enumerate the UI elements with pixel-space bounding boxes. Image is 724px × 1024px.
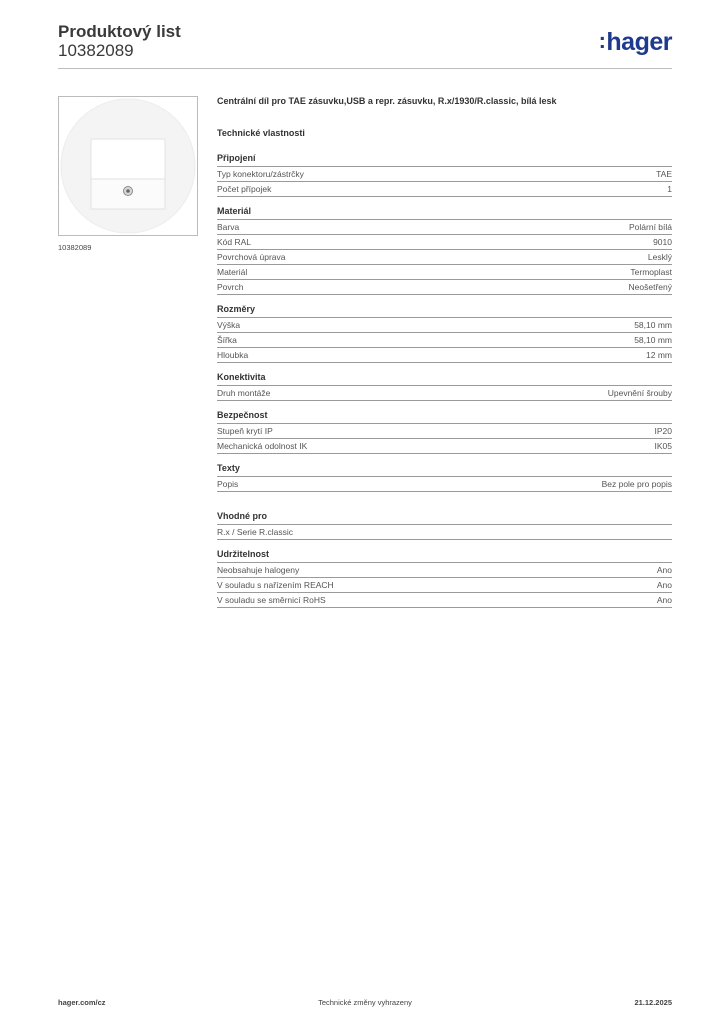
spec-label: V souladu se směrnicí RoHS: [217, 595, 326, 605]
spec-section: [217, 206, 672, 295]
spec-value: Ano: [656, 565, 672, 575]
spec-section: [217, 153, 672, 197]
spec-row: [217, 220, 672, 235]
spec-row: [217, 525, 672, 540]
spec-section: [217, 304, 672, 363]
spec-label: Barva: [217, 222, 240, 232]
spec-label: Stupeň krytí IP: [217, 426, 273, 436]
spec-row: [217, 386, 672, 401]
footer-notice: Technické změny vyhrazeny: [318, 998, 412, 1007]
spec-value: 12 mm: [646, 350, 672, 360]
spec-row: [217, 250, 672, 265]
spec-section: [217, 372, 672, 401]
spec-label: Typ konektoru/zástrčky: [217, 169, 304, 179]
spec-row: [217, 593, 672, 608]
spec-label: Šířka: [217, 335, 237, 345]
spec-label: Druh montáže: [217, 388, 271, 398]
spec-row: [217, 265, 672, 280]
spec-label: Počet přípojek: [217, 184, 272, 194]
product-title: Centrální díl pro TAE zásuvku,USB a repr. zásuvku, R.x/1930/R.classic, bílá lesk: [217, 96, 557, 106]
spec-label: R.x / Serie R.classic: [217, 527, 294, 537]
spec-value: 9010: [653, 237, 672, 247]
spec-label: Materiál: [217, 267, 248, 277]
technical-properties-heading: Technické vlastnosti: [217, 128, 305, 138]
spec-section: [217, 463, 672, 492]
footer-website: hager.com/cz: [58, 998, 106, 1007]
spec-row: [217, 235, 672, 250]
footer-date: 21.12.2025: [634, 998, 672, 1007]
spec-label: Popis: [217, 479, 239, 489]
spec-row: [217, 439, 672, 454]
hager-logo: :hager: [598, 28, 672, 56]
spec-label: Kód RAL: [217, 237, 252, 247]
spec-value: Neošetřený: [628, 282, 672, 292]
spec-row: [217, 182, 672, 197]
spec-value: IP20: [654, 426, 672, 436]
spec-content: [217, 96, 672, 617]
spec-row: [217, 280, 672, 295]
header-divider: [58, 68, 672, 69]
spec-value: Polární bílá: [629, 222, 672, 232]
section-heading: Materiál: [217, 206, 672, 220]
spec-row: [217, 578, 672, 593]
spec-value: 58,10 mm: [634, 335, 672, 345]
spec-row: [217, 477, 672, 492]
spec-label: Výška: [217, 320, 241, 330]
spec-row: [217, 167, 672, 182]
image-caption: 10382089: [58, 243, 92, 252]
spec-label: Povrchová úprava: [217, 252, 286, 262]
spec-value: Lesklý: [647, 252, 672, 262]
spec-value: TAE: [656, 169, 672, 179]
section-heading: Vhodné pro: [217, 511, 672, 525]
spec-label: V souladu s nařízením REACH: [217, 580, 334, 590]
spec-value: Ano: [656, 595, 672, 605]
spec-section: [217, 549, 672, 608]
spec-value: Upevnění šrouby: [607, 388, 672, 398]
spec-row: [217, 424, 672, 439]
spec-label: Neobsahuje halogeny: [217, 565, 300, 575]
spec-row: [217, 333, 672, 348]
spec-label: Povrch: [217, 282, 244, 292]
spec-label: Mechanická odolnost IK: [217, 441, 308, 451]
spec-section: [217, 410, 672, 454]
spec-value: Bez pole pro popis: [601, 479, 672, 489]
product-code: 10382089: [58, 41, 134, 60]
spec-row: [217, 348, 672, 363]
section-heading: Rozměry: [217, 304, 672, 318]
spec-value: 1: [667, 184, 672, 194]
spec-sections: [217, 153, 672, 608]
section-heading: Bezpečnost: [217, 410, 672, 424]
spec-value: Termoplast: [630, 267, 672, 277]
document-title: Produktový list: [58, 22, 181, 41]
spec-value: Ano: [656, 580, 672, 590]
section-heading: Udržitelnost: [217, 549, 672, 563]
section-heading: Texty: [217, 463, 672, 477]
spec-row: [217, 318, 672, 333]
spec-label: Hloubka: [217, 350, 249, 360]
section-heading: Připojení: [217, 153, 672, 167]
section-heading: Konektivita: [217, 372, 672, 386]
spec-row: [217, 563, 672, 578]
spec-section: [217, 511, 672, 540]
spec-value: 58,10 mm: [634, 320, 672, 330]
product-image: [58, 96, 198, 236]
spec-value: IK05: [654, 441, 672, 451]
